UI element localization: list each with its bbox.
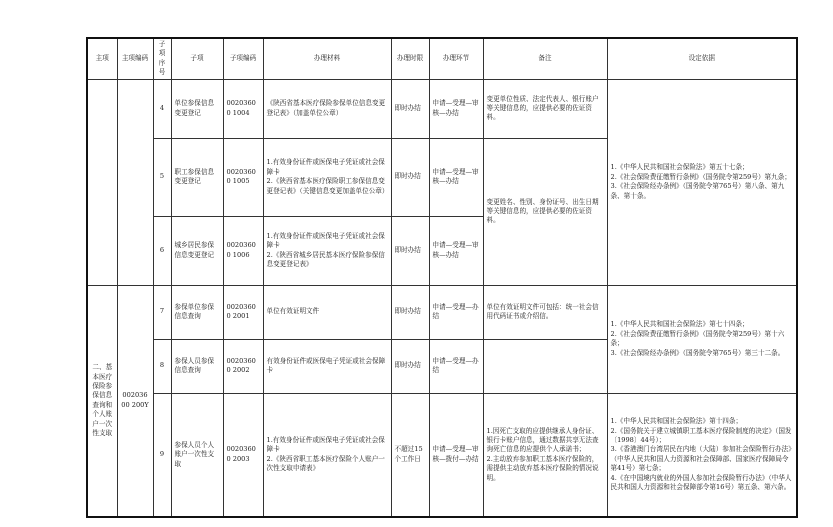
sub-no: 6 — [153, 216, 171, 285]
sub-code: 00203600 2003 — [223, 393, 263, 517]
sub-name: 参保人员参保信息查询 — [171, 339, 223, 393]
header-basis: 设定依据 — [607, 38, 797, 79]
header-sub-no: 子项序号 — [153, 38, 171, 79]
time-limit: 即时办结 — [391, 285, 429, 339]
steps: 申请—受理—审核—办结 — [429, 138, 483, 216]
main-item: 二、基本医疗保险参保信息查询和个人账户一次性支取 — [87, 285, 117, 517]
header-sub-item: 子项 — [171, 38, 223, 79]
materials: 单位有效证明文件 — [263, 285, 391, 339]
materials: 《陕西省基本医疗保险参保单位信息变更登记表》（加盖单位公章） — [263, 79, 391, 138]
time-limit: 即时办结 — [391, 216, 429, 285]
notes: 变更姓名、性别、身份证号、出生日期等关键信息的，应提供必要的佐证资料。 — [483, 138, 607, 285]
sub-code: 00203600 1005 — [223, 138, 263, 216]
header-row — [87, 38, 797, 79]
sub-name: 职工参保信息变更登记 — [171, 138, 223, 216]
sub-code: 00203600 1006 — [223, 216, 263, 285]
service-items-table — [86, 37, 798, 518]
time-limit: 不超过15个工作日 — [391, 393, 429, 517]
header-steps: 办理环节 — [429, 38, 483, 79]
sub-no: 9 — [153, 393, 171, 517]
notes: 变更单位性质、法定代表人、银行账户等关键信息的，应提供必要的佐证资料。 — [483, 79, 607, 138]
header-main-item: 主项 — [87, 38, 117, 79]
notes: 单位有效证明文件可包括：统一社会信用代码证书或介绍信。 — [483, 285, 607, 339]
header-main-code: 主项编码 — [117, 38, 153, 79]
sub-code: 00203600 2002 — [223, 339, 263, 393]
materials: 1.有效身份证件或医保电子凭证或社会保障卡 2.《陕西省城乡居民基本医疗保险参保信息变更登记表》 — [263, 216, 391, 285]
steps: 申请—受理—审核—办结 — [429, 79, 483, 138]
policy-table-page — [86, 37, 798, 518]
main-item-cell-prev — [87, 79, 117, 285]
main-code-cell-prev — [117, 79, 153, 285]
steps: 申请—受理—办结 — [429, 339, 483, 393]
sub-name: 参保人员个人账户一次性支取 — [171, 393, 223, 517]
time-limit: 即时办结 — [391, 138, 429, 216]
sub-code: 00203600 1004 — [223, 79, 263, 138]
sub-name: 城乡居民参保信息变更登记 — [171, 216, 223, 285]
sub-no: 7 — [153, 285, 171, 339]
steps: 申请—受理—审核—拨付—办结 — [429, 393, 483, 517]
sub-code: 00203600 2001 — [223, 285, 263, 339]
notes: 1.因死亡支取的应提供继承人身份证、银行卡账户信息，通过数据共享无法查询死亡信息的应提供个人承诺书； 2.主动放弃参加职工基本医疗保险的，需提供主动放弃基本医疗保险的情况说明。 — [483, 393, 607, 517]
time-limit: 即时办结 — [391, 339, 429, 393]
basis: 1.《中华人民共和国社会保险法》第十四条； 2.《国务院关于建立城镇职工基本医疗保险制度的决定》（国发〔1998〕44号）； 3.《香港澳门台湾居民在内地（大陆）参加社会保险暂行办法》（中华人民共和国人力资源和社会保障部、国家医疗保障局令第41号）第七条； 4.《在中国境内就业的外国人参加社会保险暂行办法》（中华人民共和国人力资源和社会保障部令第16号）第五条、第六条。 — [607, 393, 797, 517]
sub-name: 单位参保信息变更登记 — [171, 79, 223, 138]
materials: 1.有效身份证件或医保电子凭证或社会保障卡 2.《陕西省职工基本医疗保险个人账户一次性支取申请表》 — [263, 393, 391, 517]
table-row — [87, 79, 797, 138]
materials: 有效身份证件或医保电子凭证或社会保障卡 — [263, 339, 391, 393]
header-materials: 办理材料 — [263, 38, 391, 79]
main-code: 00203600 200Y — [117, 285, 153, 517]
materials: 1.有效身份证件或医保电子凭证或社会保障卡 2.《陕西省基本医疗保险职工参保信息变更登记表》（关键信息变更加盖单位公章） — [263, 138, 391, 216]
steps: 申请—受理—审核—办结 — [429, 216, 483, 285]
header-time-limit: 办理时限 — [391, 38, 429, 79]
steps: 申请—受理—办结 — [429, 285, 483, 339]
notes — [483, 339, 607, 393]
header-notes: 备注 — [483, 38, 607, 79]
sub-no: 4 — [153, 79, 171, 138]
table-row — [87, 393, 797, 517]
time-limit: 即时办结 — [391, 79, 429, 138]
sub-no: 5 — [153, 138, 171, 216]
sub-name: 参保单位参保信息查询 — [171, 285, 223, 339]
basis: 1.《中华人民共和国社会保险法》第七十四条； 2.《社会保险费征缴暂行条例》（国务院令第259号）第十六条； 3.《社会保险经办条例》（国务院令第765号）第三十二条。 — [607, 285, 797, 393]
sub-no: 8 — [153, 339, 171, 393]
header-sub-code: 子项编码 — [223, 38, 263, 79]
basis: 1.《中华人民共和国社会保险法》第五十七条； 2.《社会保险费征缴暂行条例》（国务院令第259号）第九条； 3.《社会保险经办条例》（国务院令第765号）第八条、第九条、第十条。 — [607, 79, 797, 285]
table-row — [87, 285, 797, 339]
